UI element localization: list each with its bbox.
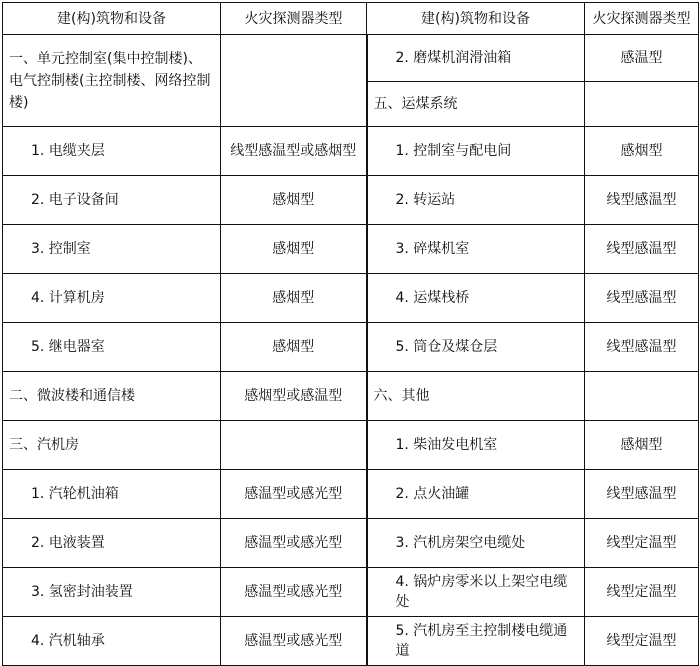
section-title-turbine: 三、汽机房 — [3, 421, 221, 470]
detector-type-cell: 线型感温型 — [585, 274, 699, 323]
header-detector-right: 火灾探测器类型 — [585, 3, 699, 35]
table-row — [3, 176, 699, 225]
detector-type-cell: 感温型或感光型 — [221, 617, 367, 666]
item-name-cell: 4. 汽机轴承 — [3, 617, 221, 666]
detector-type-cell: 感烟型 — [221, 225, 367, 274]
item-name-cell: 3. 控制室 — [3, 225, 221, 274]
detector-type-cell: 感烟型或感温型 — [221, 372, 367, 421]
detector-type-cell: 感温型或感光型 — [221, 519, 367, 568]
detector-type-cell: 线型定温型 — [585, 617, 699, 666]
table-row — [3, 617, 699, 666]
item-name-cell: 2. 电液装置 — [3, 519, 221, 568]
item-name-cell: 1. 汽轮机油箱 — [3, 470, 221, 519]
item-name-cell: 4. 计算机房 — [3, 274, 221, 323]
detector-type-cell — [585, 372, 699, 421]
header-building-left: 建(构)筑物和设备 — [3, 3, 221, 35]
section-title-coal: 五、运煤系统 — [367, 82, 585, 127]
detector-type-cell: 线型定温型 — [585, 519, 699, 568]
detector-type-cell: 线型感温型 — [585, 470, 699, 519]
table-row — [3, 421, 699, 470]
table-header-row — [3, 3, 699, 35]
item-name-cell: 5. 继电器室 — [3, 323, 221, 372]
detector-type-cell: 线型感温型 — [585, 323, 699, 372]
header-building-right: 建(构)筑物和设备 — [367, 3, 585, 35]
detector-type-cell: 感温型或感光型 — [221, 568, 367, 617]
table-row — [3, 323, 699, 372]
detector-type-cell: 感烟型 — [221, 274, 367, 323]
detector-type-cell: 线型定温型 — [585, 568, 699, 617]
table-row — [3, 470, 699, 519]
item-name-cell: 3. 氢密封油装置 — [3, 568, 221, 617]
detector-type-cell: 感烟型 — [221, 176, 367, 225]
section-title-control: 一、单元控制室(集中控制楼)、电气控制楼(主控制楼、网络控制楼) — [3, 35, 221, 127]
item-name-cell: 1. 电缆夹层 — [3, 127, 221, 176]
detector-type-cell: 感温型 — [585, 35, 699, 82]
table-row — [3, 568, 699, 617]
detector-type-cell — [221, 35, 367, 127]
detector-type-cell: 感烟型 — [585, 127, 699, 176]
item-name-cell: 1. 柴油发电机室 — [367, 421, 585, 470]
item-name-cell: 3. 汽机房架空电缆处 — [367, 519, 585, 568]
table-row — [3, 127, 699, 176]
item-name-cell: 4. 运煤栈桥 — [367, 274, 585, 323]
detector-type-cell: 线型感温型 — [585, 176, 699, 225]
header-detector-left: 火灾探测器类型 — [221, 3, 367, 35]
item-name-cell: 2. 磨煤机润滑油箱 — [367, 35, 585, 82]
item-name-cell: 1. 控制室与配电间 — [367, 127, 585, 176]
item-name-cell: 5. 汽机房至主控制楼电缆通道 — [367, 617, 585, 666]
item-name-cell: 2. 点火油罐 — [367, 470, 585, 519]
detector-type-cell — [221, 421, 367, 470]
table-row — [3, 225, 699, 274]
detector-type-cell: 线型感温型 — [585, 225, 699, 274]
section-title-microwave: 二、微波楼和通信楼 — [3, 372, 221, 421]
table-row — [3, 372, 699, 421]
table-row — [3, 519, 699, 568]
item-name-cell: 4. 锅炉房零米以上架空电缆处 — [367, 568, 585, 617]
table-row — [3, 35, 699, 82]
item-name-cell: 2. 转运站 — [367, 176, 585, 225]
section-title-other: 六、其他 — [367, 372, 585, 421]
detector-type-table — [2, 2, 699, 666]
detector-type-cell — [585, 82, 699, 127]
detector-type-cell: 感烟型 — [585, 421, 699, 470]
item-name-cell: 2. 电子设备间 — [3, 176, 221, 225]
item-name-cell: 3. 碎煤机室 — [367, 225, 585, 274]
detector-type-cell: 感温型或感光型 — [221, 470, 367, 519]
table-row — [3, 274, 699, 323]
item-name-cell: 5. 筒仓及煤仓层 — [367, 323, 585, 372]
detector-type-cell: 感烟型 — [221, 323, 367, 372]
detector-type-cell: 线型感温型或感烟型 — [221, 127, 367, 176]
